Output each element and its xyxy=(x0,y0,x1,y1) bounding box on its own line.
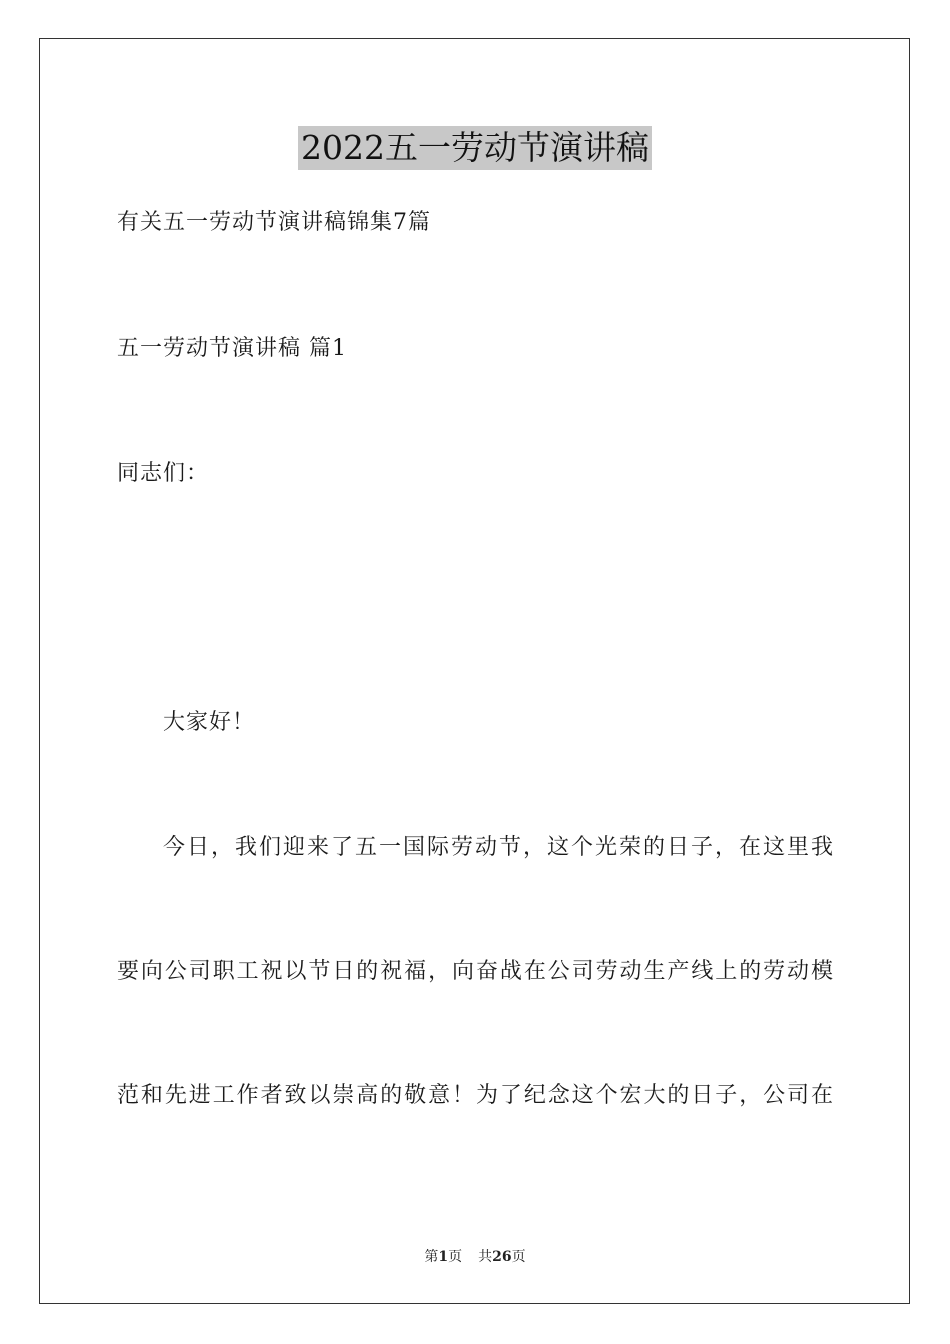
paragraph-line-2: 要向公司职工祝以节日的祝福，向奋战在公司劳动生产线上的劳动模 xyxy=(117,959,833,984)
salutation: 同志们： xyxy=(117,461,210,486)
footer-page-suffix: 页 xyxy=(448,1249,463,1265)
page-footer xyxy=(0,1247,950,1267)
title-container xyxy=(0,126,950,170)
footer-total-prefix: 共 xyxy=(478,1249,493,1265)
document-title: 2022五一劳动节演讲稿 xyxy=(298,126,652,170)
section-heading: 五一劳动节演讲稿 篇1 xyxy=(117,336,347,361)
footer-total-suffix: 页 xyxy=(511,1249,526,1265)
paragraph-line-3: 范和先进工作者致以崇高的敬意！为了纪念这个宏大的日子，公司在 xyxy=(117,1083,833,1108)
paragraph-line-1: 今日，我们迎来了五一国际劳动节，这个光荣的日子，在这里我 xyxy=(163,835,833,860)
footer-page-total: 26 xyxy=(492,1249,512,1265)
greeting: 大家好！ xyxy=(163,710,256,735)
footer-page-prefix: 第 xyxy=(424,1249,439,1265)
footer-page-current: 1 xyxy=(438,1249,449,1265)
document-subtitle: 有关五一劳动节演讲稿锦集7篇 xyxy=(117,210,431,235)
